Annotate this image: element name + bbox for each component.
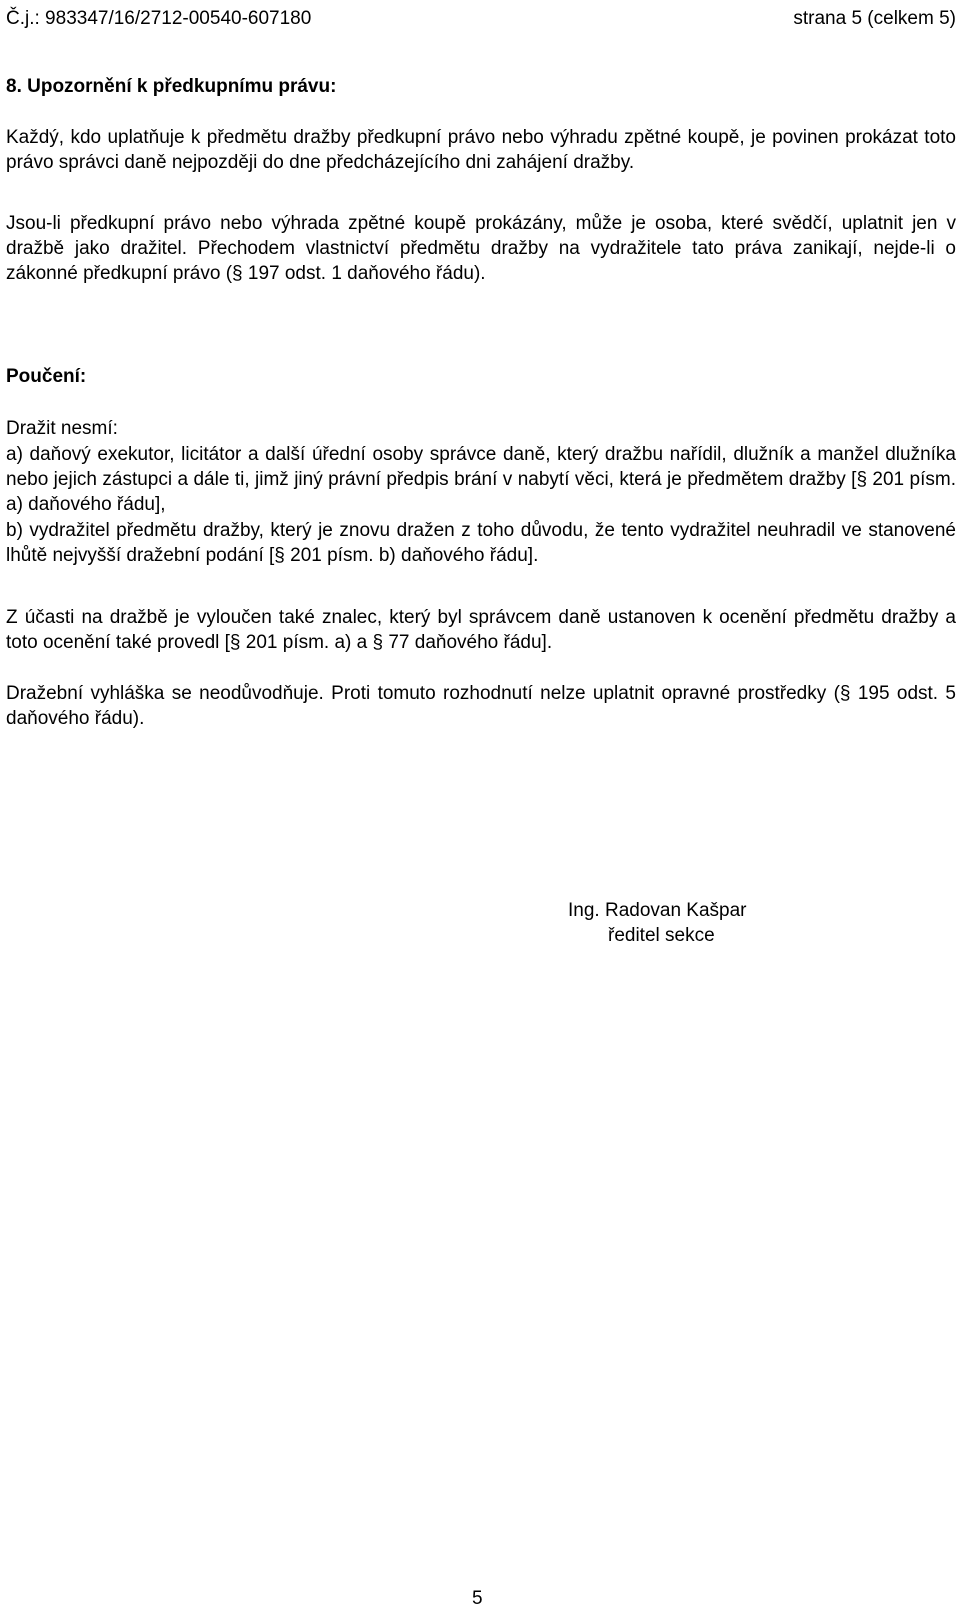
page-header [6,6,956,32]
reference-number: Č.j.: 983347/16/2712-00540-607180 [6,8,312,29]
prohibited-item-b: b) vydražitel předmětu dražby, který je znovu dražen z toho důvodu, že tento vydražitel neuhradil ve stanovené lhůtě nejvyšší dražební podání [§ 201 písm. b) daňového řádu]. [6,520,956,566]
signatory-name: Ing. Radovan Kašpar [568,900,747,921]
paragraph-expert-exclusion: Z účasti na dražbě je vyloučen také znalec, který byl správcem daně ustanoven k ocenění předmětu dražby a toto ocenění také provedl [§ 201 písm. a) a § 77 daňového řádu]. [6,607,956,653]
instruction-heading: Poučení: [6,366,87,387]
paragraph-preemption-duty: Každý, kdo uplatňuje k předmětu dražby předkupní právo nebo výhradu zpětné koupě, je povinen prokázat toto právo správci daně nejpozději do dne předcházejícího dni zahájení dražby. [6,127,956,173]
signature-block [568,898,818,948]
bidding-prohibited-heading: Dražit nesmí: [6,418,118,439]
document-page [6,0,956,1617]
page-counter: strana 5 (celkem 5) [793,8,956,29]
page-number: 5 [472,1588,483,1609]
paragraph-no-appeal: Dražební vyhláška se neodůvodňuje. Proti tomuto rozhodnutí nelze uplatnit opravné prostředky (§ 195 odst. 5 daňového řádu). [6,683,956,729]
paragraph-preemption-effect: Jsou-li předkupní právo nebo výhrada zpětné koupě prokázány, může je osoba, které svědčí, uplatnit jen v dražbě jako dražitel. Přechodem vlastnictví předmětu dražby na vydražitele tato práva zanikají, nejde-li o zákonné předkupní právo (§ 197 odst. 1 daňového řádu). [6,213,956,284]
prohibited-item-a: a) daňový exekutor, licitátor a další úřední osoby správce daně, který dražbu nařídil, dlužník a manžel dlužníka nebo jejich zástupci a dále ti, jimž jiný právní předpis brání v nabytí věci, která je předmětem dražby [§ 201 písm. a) daňového řádu], [6,444,956,515]
section-heading-preemption: 8. Upozornění k předkupnímu právu: [6,76,337,97]
signatory-role: ředitel sekce [608,925,715,946]
